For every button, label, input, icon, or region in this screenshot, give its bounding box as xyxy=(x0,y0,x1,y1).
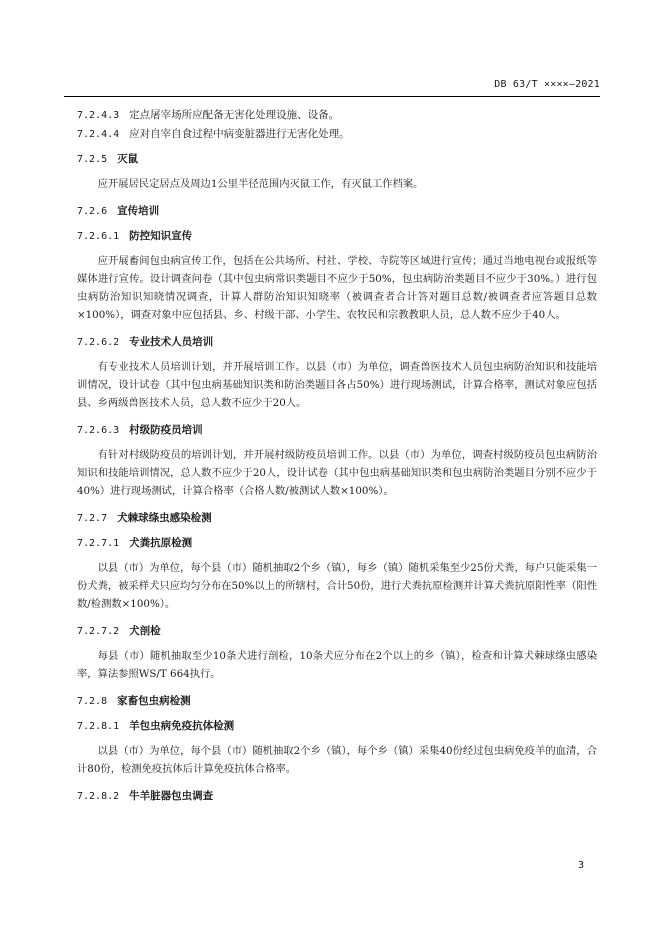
paragraph: 以县（市）为单位，每个县（市）随机抽取2个乡（镇），每个乡（镇）采集40份经过包虫病免疫羊的血清，合计80份，检测免疫抗体后计算免疫抗体合格率。 xyxy=(77,745,597,775)
paragraph: 以县（市）为单位，每个县（市）随机抽取2个乡（镇），每乡（镇）随机采集至少25份犬粪，每户只能采集一份犬粪，被采样犬只应均匀分布在50%以上的所辖村，合计50份，进行犬粪抗原检测并计算犬粪抗原阳性率（阳性数/检测数×100%）。 xyxy=(77,562,597,610)
section-title: 专业技术人员培训 xyxy=(129,336,214,348)
section-title: 灭鼠 xyxy=(117,153,139,165)
section-number: 7.2.8 xyxy=(77,696,108,707)
section-number: 7.2.5 xyxy=(77,154,108,165)
section-heading-7-2-8-2 xyxy=(77,787,597,806)
section-number: 7.2.7.2 xyxy=(77,626,120,637)
standard-code: DB 63/T ××××—2021 xyxy=(494,79,600,90)
paragraph: 有针对村级防疫员的培训计划，并开展村级防疫员培训工作。以县（市）为单位，调查村级防疫员包虫病防治知识和技能培训情况，总人数不应少于20人，设计试卷（其中包虫病基础知识类和包虫病防治类题目分别不应少于40%）进行现场测试，计算合格率（合格人数/被测试人数×100%）。 xyxy=(77,449,597,497)
section-title: 羊包虫病免疫抗体检测 xyxy=(129,720,235,732)
section-number: 7.2.8.2 xyxy=(77,791,120,802)
section-title: 牛羊脏器包虫调查 xyxy=(129,790,214,802)
clause-text: 应对自宰自食过程中病变脏器进行无害化处理。 xyxy=(129,128,350,140)
paragraph: 应开展畜间包虫病宣传工作，包括在公共场所、村社、学校、寺院等区域进行宣传；通过当地电视台或报纸等媒体进行宣传。设计调查问卷（其中包虫病常识类题目不应少于50%，包虫病防治类题目不应少于30%。）进行包虫病防治知识知晓情况调查，计算人群防治知识知晓率（被调查者合计答对题目总数/被调查者应答题目总数×100%），调查对象中应包括县、乡、村级干部、小学生、农牧民和宗教教职人员，总人数不应少于40人。 xyxy=(77,255,597,321)
paragraph: 有专业技术人员培训计划，并开展培训工作。以县（市）为单位，调查兽医技术人员包虫病防治知识和技能培训情况，设计试卷（其中包虫病基础知识类和防治类题目各占50%）进行现场测试，计算合格率，测试对象应包括县、乡两级兽医技术人员，总人数不应少于20人。 xyxy=(77,361,597,409)
section-number: 7.2.6 xyxy=(77,206,108,217)
section-number: 7.2.6.3 xyxy=(77,425,120,436)
paragraph: 应开展居民定居点及周边1公里半径范围内灭鼠工作，有灭鼠工作档案。 xyxy=(97,178,424,190)
clause-number: 7.2.4.4 xyxy=(77,129,120,140)
section-heading-7-2-7 xyxy=(77,509,597,528)
section-number: 7.2.6.2 xyxy=(77,337,120,348)
clause-7-2-4-4 xyxy=(77,125,597,144)
section-title: 家畜包虫病检测 xyxy=(117,695,191,707)
section-heading-7-2-6 xyxy=(77,202,597,221)
section-heading-7-2-7-2 xyxy=(77,622,597,641)
section-heading-7-2-5 xyxy=(77,150,597,169)
section-heading-7-2-6-1 xyxy=(77,227,597,246)
section-heading-7-2-7-1 xyxy=(77,534,597,553)
clause-text: 定点屠宰场所应配备无害化处理设施、设备。 xyxy=(129,109,340,121)
section-number: 7.2.8.1 xyxy=(77,721,120,732)
header-rule xyxy=(64,96,600,97)
section-title: 犬棘球绦虫感染检测 xyxy=(117,512,212,524)
section-heading-7-2-6-2 xyxy=(77,333,597,352)
paragraph: 每县（市）随机抽取至少10条犬进行剖检，10条犬应分布在2个以上的乡（镇），检查和计算犬棘球绦虫感染率，算法参照WS/T 664执行。 xyxy=(77,650,597,680)
section-title: 防控知识宣传 xyxy=(129,230,193,242)
section-title: 犬粪抗原检测 xyxy=(129,537,193,549)
section-heading-7-2-8-1 xyxy=(77,717,597,736)
page-number: 3 xyxy=(577,860,584,871)
document-body xyxy=(77,106,597,806)
section-heading-7-2-6-3 xyxy=(77,421,597,440)
section-title: 宣传培训 xyxy=(117,205,160,217)
section-number: 7.2.7.1 xyxy=(77,538,120,549)
section-title: 犬剖检 xyxy=(129,625,161,637)
section-heading-7-2-8 xyxy=(77,692,597,711)
clause-number: 7.2.4.3 xyxy=(77,110,120,121)
section-number: 7.2.6.1 xyxy=(77,231,120,242)
section-number: 7.2.7 xyxy=(77,513,108,524)
clause-7-2-4-3 xyxy=(77,106,597,125)
section-title: 村级防疫员培训 xyxy=(129,424,203,436)
